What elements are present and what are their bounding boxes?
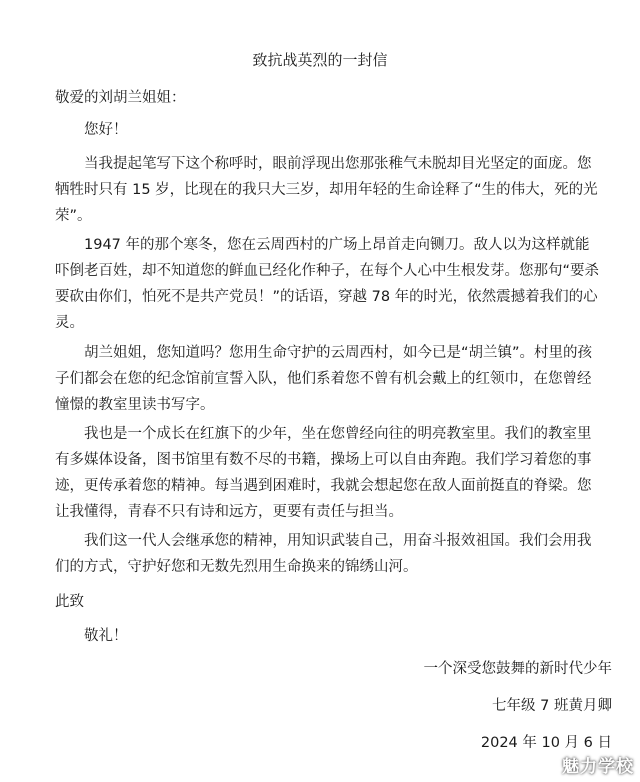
letter-title: 致抗战英烈的一封信 bbox=[252, 51, 388, 69]
greeting: 您好！ bbox=[84, 122, 128, 138]
paragraph-1: 当我提起笔写下这个称呼时，眼前浮现出您那张稚气未脱却目光坚定的面庞。您牺牲时只有 15 岁，比现在的我只大三岁，却用年轻的生命诠释了“生的伟大，死的光荣”。 bbox=[55, 156, 598, 224]
paragraph-5: 我们这一代人会继承您的精神，用知识武装自己，用奋斗报效祖国。我们会用我们的方式，守护好您和无数先烈用生命换来的锦绣山河。 bbox=[55, 533, 592, 575]
closing-jing-li: 敬礼！ bbox=[84, 628, 128, 644]
signature: 一个深受您鼓舞的新时代少年 bbox=[423, 661, 612, 677]
paragraph-4: 我也是一个成长在红旗下的少年，坐在您曾经向往的明亮教室里。我们的教室里有多媒体设备，图书馆里有数不尽的书籍，操场上可以自由奔跑。我们学习着您的事迹，更传承着您的精神。每当遇到困难时，我就会想起您在敌人面前挺直的脊梁。您让我懂得，青春不只有诗和远方，更要有责任与担当。 bbox=[55, 426, 592, 520]
closing-ci-zhi: 此致 bbox=[55, 594, 84, 610]
letter-date: 2024 年 10 月 6 日 bbox=[480, 735, 612, 751]
paragraph-2: 1947 年的那个寒冬，您在云周西村的广场上昂首走向铡刀。敌人以为这样就能吓倒老百姓，却不知道您的鲜血已经化作种子，在每个人心中生根发芽。您那句“要杀要砍由你们，怕死不是共产党员！”的话语，穿越 78 年的时光，依然震撼着我们的心灵。 bbox=[55, 237, 600, 331]
author-class-name: 七年级 7 班黄月卿 bbox=[492, 698, 612, 714]
salutation: 敬爱的刘胡兰姐姐： bbox=[55, 90, 186, 106]
paragraph-3: 胡兰姐姐，您知道吗？您用生命守护的云周西村，如今已是“胡兰镇”。村里的孩子们都会在您的纪念馆前宣誓入队，他们系着您不曾有机会戴上的红领巾，在您曾经憧憬的教室里读书写字。 bbox=[55, 345, 593, 413]
watermark-logo: 魅力学校 bbox=[562, 757, 634, 777]
